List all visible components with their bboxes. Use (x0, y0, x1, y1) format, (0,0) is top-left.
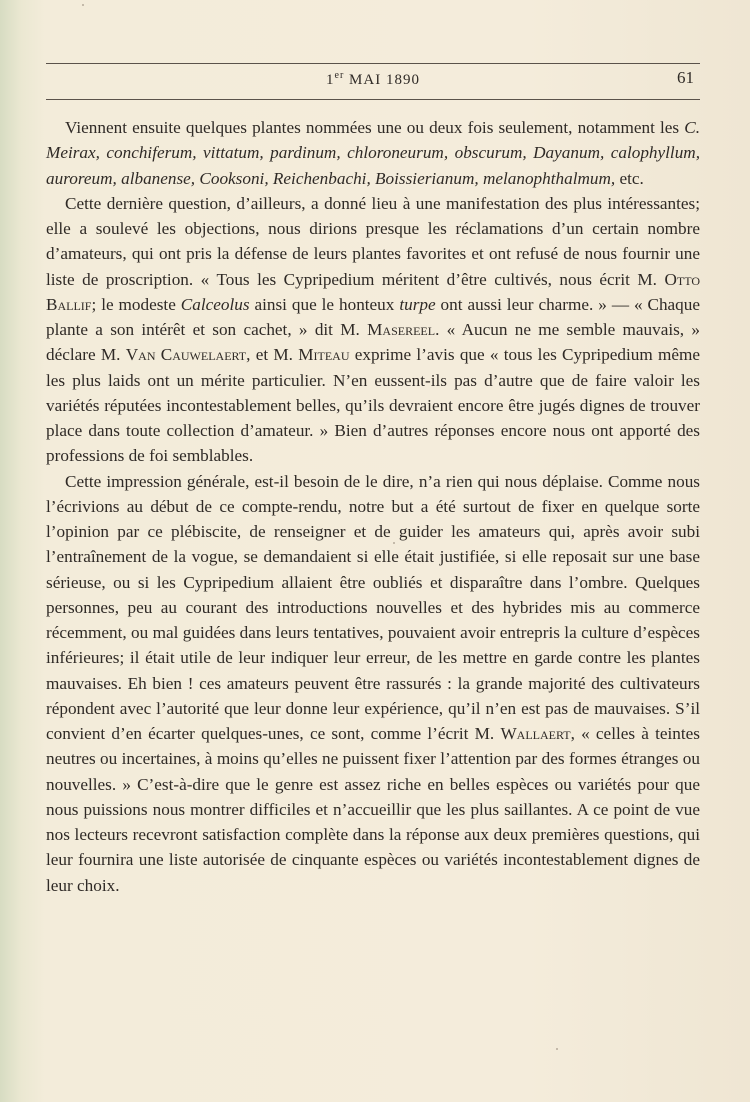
text-run: exprime l’avis que « tous les Cypripedium même les plus laids ont un mérite particulier. N’en eussent-ils pas d’autre que de faire valoir les variétés réputées incontestablement belles, qu’ils devraient encore être jugés dignes de trouver place dans toute collection d’amateur. » Bien d’autres réponses encore nous ont apporté des professions de foi semblables. (46, 345, 701, 466)
text-run: Viennent ensuite quelques plantes nommées une ou deux fois seulement, notamment les (65, 118, 685, 137)
text-run: etc. (615, 168, 644, 188)
small-caps-name: Masereel (367, 320, 436, 339)
italic-run: C. Meirax, conchiferum, vittatum, pardinum, chloroneurum, obscurum, Dayanum, calophyllum, auroreum, albanense, Cooksoni, Reichenbachi, Boissierianum, melanophthalmum, (46, 118, 700, 188)
italic-run: Calceolus (180, 294, 250, 314)
small-caps-name: Miteau (298, 345, 350, 365)
header-bottom-rule (46, 99, 700, 100)
paragraph (46, 469, 700, 898)
paper-speck (556, 1048, 558, 1050)
paragraph (46, 191, 700, 469)
text-run: . « Aucun ne me semble mauvais, » déclare M. (46, 320, 700, 365)
text-run: , et M. (246, 345, 299, 365)
paper-speck (82, 4, 84, 6)
small-caps-name: Wallaert (500, 724, 571, 743)
small-caps-name: Otto Ballif (46, 269, 700, 314)
text-run: Cette impression générale, est-il besoin de le dire, n’a rien qui nous déplaise. Comme nous l’écrivions au début de ce compte-rendu, notre but a été surtout de fixer en quelque sorte l’opinion par ce plébiscite, de renseigner et de guider les amateurs qui, après avoir subi l’entraînement de la vogue, se demandaient si elle était justifiée, si elle reposait sur une base sérieuse, ou si les Cypripedium allaient être oubliés et disparaître dans l’ombre. Quelques personnes, peu au courant des introductions nouvelles et des hybrides mis au commerce récemment, ou mal guidées dans leurs tentatives, pouvaient avoir entrepris la culture d’espèces inférieures; il était utile de leur indiquer leur erreur, de les mettre en garde contre les plantes mauvaises. Eh bien ! ces amateurs peuvent être rassurés : la grande majorité des cultivateurs répondent avec l’autorité que leur donne leur expérience, qu’il n’en est pas de mauvaises. S’il convient d’en écarter quelques-unes, ce sont, comme l’écrit M. (46, 471, 700, 743)
small-caps-name: Van Cauwelaert (125, 345, 247, 365)
italic-run: turpe (399, 294, 436, 314)
text-run: ont aussi leur charme. » — « Chaque plante a son intérêt et son cachet, » dit M. (46, 294, 700, 339)
page-header (46, 58, 700, 104)
running-head: 1er MAI 1890 (326, 70, 420, 88)
text-run: , « celles à teintes neutres ou incertaines, à moins qu’elles ne puissent fixer l’attention par des formes étranges ou nouvelles. » C’est-à-dire que le genre est assez riche en belles espèces ou variétés pour que nous puissions nous montrer difficiles et n’accueillir que les plus saillantes. A ce point de vue nos lecteurs recevront satisfaction complète dans la réponse aux deux premières questions, qui leur fournira une liste autorisée de cinquante espèces ou variétés incontestablement dignes de leur choix. (46, 724, 700, 895)
body-text (46, 115, 700, 898)
header-top-rule (46, 63, 700, 64)
text-run: ainsi que le honteux (249, 294, 400, 314)
page-number: 61 (677, 68, 694, 87)
paper-speck (393, 542, 395, 544)
paragraph (46, 115, 700, 191)
text-run: Cette dernière question, d’ailleurs, a donné lieu à une manifestation des plus intéressantes; elle a soulevé les objections, nous dirions presque les réclamations d’un certain nombre d’amateurs, qui ont pris la défense de leurs plantes favorites et ont refusé de nous fournir une liste de proscription. « Tous les Cypripedium méritent d’être cultivés, nous écrit M. (46, 193, 700, 289)
text-run: ; le modeste (91, 294, 181, 314)
